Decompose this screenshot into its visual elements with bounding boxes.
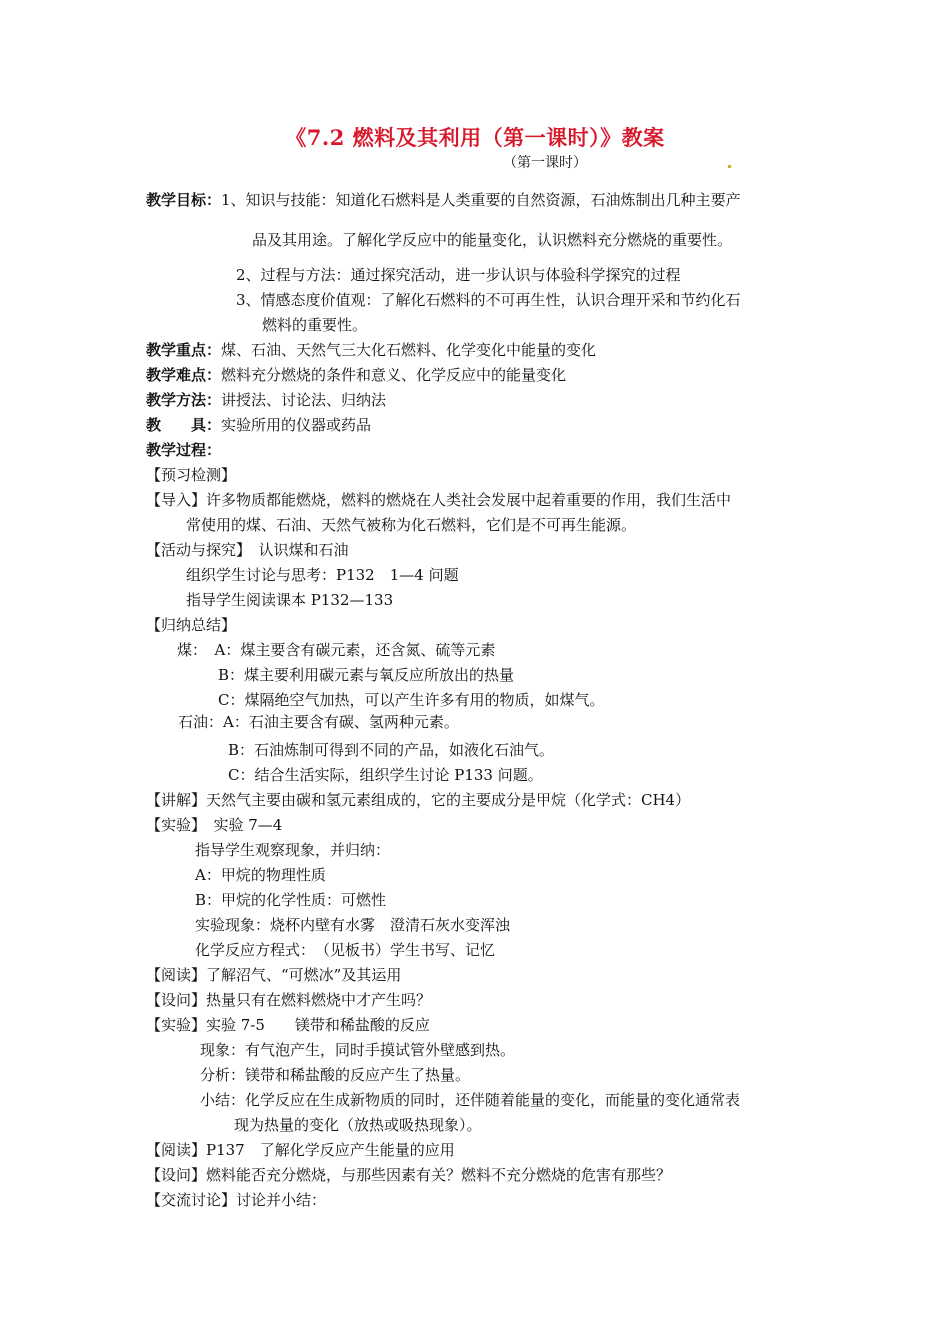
body-line: 【交流讨论】讨论并小结： [146, 1191, 327, 1209]
difficulty-label: 教学难点： [146, 366, 222, 384]
body-line: 常使用的煤、石油、天然气被称为化石燃料，它们是不可再生能源。 [186, 516, 637, 534]
body-line: 【设问】热量只有在燃料燃烧中才产生吗？ [146, 991, 432, 1009]
document-subtitle: （第一课时） [503, 155, 587, 171]
body-line: 化学反应方程式： （见板书）学生书写、记忆 [195, 941, 496, 959]
body-line: 【活动与探究】 认识煤和石油 [146, 541, 349, 559]
body-line: 【阅读】P137 了解化学反应产生能量的应用 [146, 1141, 455, 1159]
key-text: 煤、石油、天然气三大化石燃料、化学变化中能量的变化 [221, 341, 597, 359]
goals-line-1 [146, 190, 741, 210]
goals-text-1a: 1、知识与技能：知道化石燃料是人类重要的自然资源，石油炼制出几种主要产 [221, 191, 741, 209]
body-line: 组织学生讨论与思考：P132 1—4 问题 [186, 566, 459, 584]
body-line: B：甲烷的化学性质：可燃性 [195, 891, 387, 909]
body-line: B：煤主要利用碳元素与氧反应所放出的热量 [218, 666, 515, 684]
difficulty-text: 燃料充分燃烧的条件和意义、化学反应中的能量变化 [221, 366, 567, 384]
method-text: 讲授法、讨论法、归纳法 [221, 391, 387, 409]
body-line: B：石油炼制可得到不同的产品，如液化石油气。 [228, 741, 555, 759]
body-line: 【实验】实验 7-5 镁带和稀盐酸的反应 [146, 1016, 430, 1034]
goals-line-1b: 品及其用途。了解化学反应中的能量变化，认识燃料充分燃烧的重要性。 [252, 231, 733, 249]
body-line: 实验现象：烧杯内壁有水雾 澄清石灰水变浑浊 [195, 916, 511, 934]
key-label: 教学重点： [146, 341, 222, 359]
body-line: C：结合生活实际，组织学生讨论 P133 问题。 [228, 766, 543, 784]
body-line: 煤： A：煤主要含有碳元素，还含氮、硫等元素 [177, 641, 496, 659]
body-line: 石油：A：石油主要含有碳、氢两种元素。 [178, 713, 459, 731]
difficulty-line [146, 365, 566, 385]
tools-label: 教 具： [146, 416, 222, 434]
body-line: 现象：有气泡产生，同时手摸试管外壁感到热。 [200, 1041, 516, 1059]
body-line: 现为热量的变化（放热或吸热现象）。 [234, 1116, 482, 1134]
body-line: 小结：化学反应在生成新物质的同时，还伴随着能量的变化，而能量的变化通常表 [200, 1091, 741, 1109]
document-title: 《7.2 燃料及其利用（第一课时）》教案 [285, 125, 665, 150]
method-line [146, 390, 386, 410]
body-line: C：煤隔绝空气加热，可以产生许多有用的物质，如煤气。 [218, 691, 605, 709]
goals-label: 教学目标： [146, 191, 222, 209]
body-line: 【阅读】了解沼气、“可燃冰”及其运用 [146, 966, 402, 984]
tools-line [146, 415, 371, 435]
body-line: 【归纳总结】 [146, 616, 237, 634]
method-label: 教学方法： [146, 391, 222, 409]
body-line: 【预习检测】 [146, 466, 237, 484]
body-line: 指导学生观察现象，并归纳： [195, 841, 391, 859]
body-line: 【实验】 实验 7—4 [146, 816, 283, 834]
body-line: 【设问】燃料能否充分燃烧，与那些因素有关？燃料不充分燃烧的危害有那些？ [146, 1166, 672, 1184]
process-label: 教学过程： [146, 441, 222, 459]
body-line: 【讲解】天然气主要由碳和氢元素组成的，它的主要成分是甲烷（化学式：CH4） [146, 791, 691, 809]
goals-line-3: 3、情感态度价值观：了解化石燃料的不可再生性，认识合理开采和节约化石 [236, 291, 741, 309]
body-line: 分析：镁带和稀盐酸的反应产生了热量。 [200, 1066, 471, 1084]
goals-line-3b: 燃料的重要性。 [262, 316, 368, 334]
key-point-line [146, 340, 596, 360]
body-line: 指导学生阅读课本 P132—133 [186, 591, 394, 609]
tools-text: 实验所用的仪器或药品 [221, 416, 372, 434]
goals-line-2: 2、过程与方法：通过探究活动，进一步认识与体验科学探究的过程 [236, 266, 681, 284]
speck-mark [728, 165, 731, 168]
body-line: 【导入】许多物质都能燃烧，燃料的燃烧在人类社会发展中起着重要的作用，我们生活中 [146, 491, 732, 509]
body-line: A：甲烷的物理性质 [195, 866, 326, 884]
